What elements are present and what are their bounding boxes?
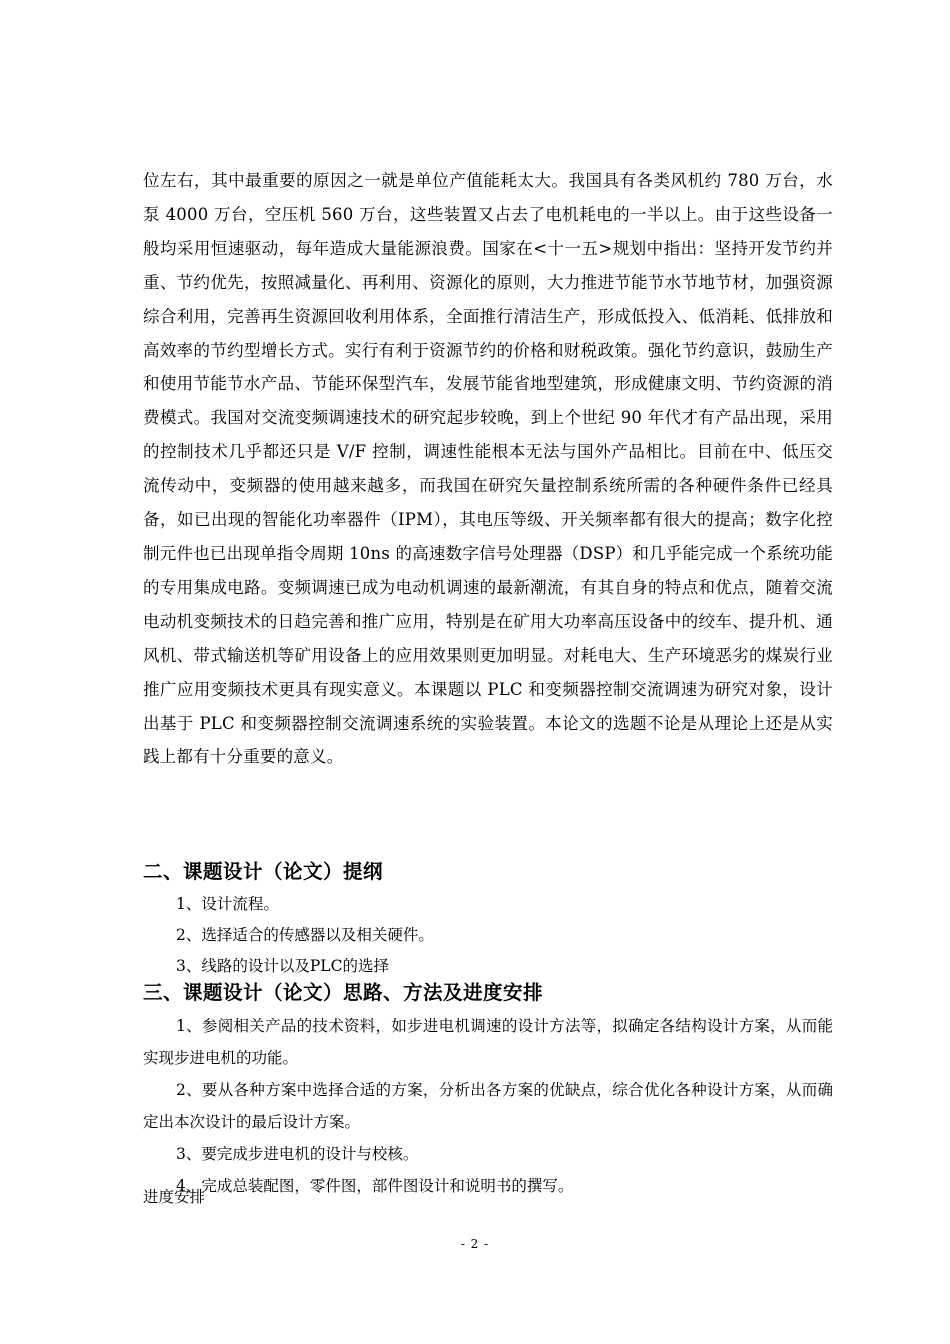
body-paragraph: 位左右，其中最重要的原因之一就是单位产值能耗太大。我国具有各类风机约 780 万台，水泵 4000 万台，空压机 560 万台，这些装置又占去了电机耗电的一半以上。由于这些设备一般均采用恒速驱动，每年造成大量能源浪费。国家在<十一五>规划中指出：坚持开发节约并重、节约优先，按照减量化、再利用、资源化的原则，大力推进节能节水节地节材，加强资源综合利用，完善再生资源回收利用体系，全面推行清洁生产，形成低投入、低消耗、低排放和高效率的节约型增长方式。实行有利于资源节约的价格和财税政策。强化节约意识，鼓励生产和使用节能节水产品、节能环保型汽车，发展节能省地型建筑，形成健康文明、节约资源的消费模式。我国对交流变频调速技术的研究起步较晚，到上个世纪 90 年代才有产品出现，采用的控制技术几乎都还只是 V/F 控制，调速性能根本无法与国外产品相比。目前在中、低压交流传动中，变频器的使用越来越多，而我国在研究矢量控制系统所需的各种硬件条件已经具备，如已出现的智能化功率器件（IPM），其电压等级、开关频率都有很大的提高；数字化控制元件也已出现单指令周期 10ns 的高速数字信号处理器（DSP）和几乎能完成一个系统功能的专用集成电路。变频调速已成为电动机调速的最新潮流，有其自身的特点和优点，随着交流电动机变频技术的日趋完善和推广应用，特别是在矿用大功率高压设备中的绞车、提升机、通风机、带式输送机等矿用设备上的应用效果则更加明显。对耗电大、生产环境恶劣的煤炭行业推广应用变频技术更具有现实意义。本课题以 PLC 和变频器控制交流调速为研究对象，设计出基于 PLC 和变频器控制交流调速系统的实验装置。本论文的选题不论是从理论上还是从实践上都有十分重要的意义。 — [143, 171, 833, 767]
section-2-heading: 二、课题设计（论文）提纲 — [143, 860, 384, 883]
schedule-label: 进度安排 — [143, 1188, 206, 1206]
list-item: 3、要完成步进电机的设计与校核。 — [176, 1145, 419, 1163]
list-item: 2、选择适合的传感器以及相关硬件。 — [176, 926, 434, 944]
section-3-list — [143, 1010, 833, 1202]
page-number: - 2 - — [460, 1237, 490, 1251]
list-item: 3、线路的设计以及PLC的选择 — [176, 957, 389, 975]
section-3-heading: 三、课题设计（论文）思路、方法及进度安排 — [143, 981, 544, 1004]
section-2-list — [143, 889, 833, 982]
list-item: 4、完成总装配图，零件图，部件图设计和说明书的撰写。 — [176, 1177, 574, 1195]
list-item: 1、参阅相关产品的技术资料，如步进电机调速的设计方法等，拟确定各结构设计方案，从而能实现步进电机的功能。 — [143, 1017, 833, 1067]
list-item: 2、要从各种方案中选择合适的方案，分析出各方案的优缺点，综合优化各种设计方案，从而确定出本次设计的最后设计方案。 — [143, 1081, 833, 1131]
list-item: 1、设计流程。 — [176, 895, 279, 913]
